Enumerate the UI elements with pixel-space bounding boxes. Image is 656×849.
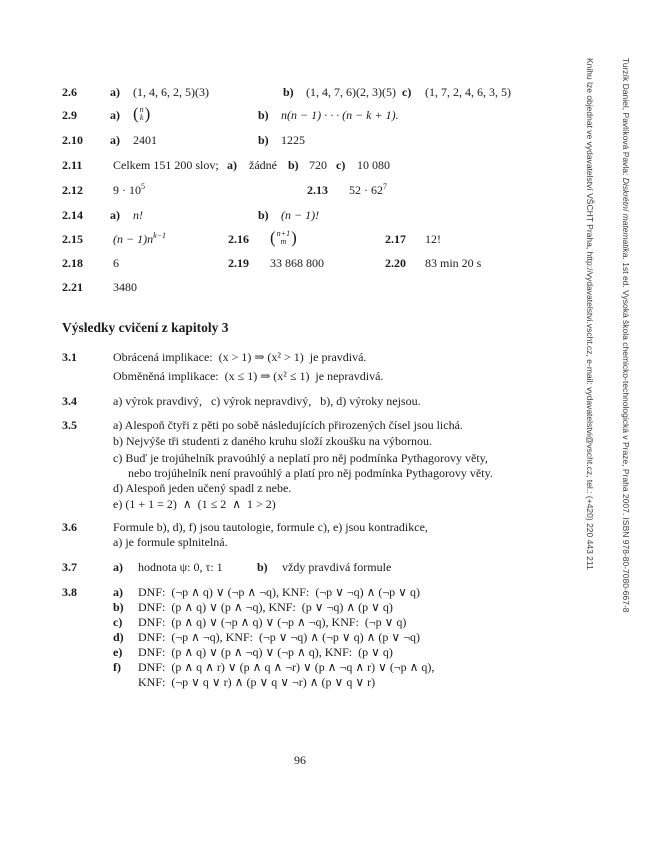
- part-label: b): [283, 85, 294, 99]
- exercise-number: 3.5: [62, 418, 77, 432]
- result-row-2-15-2-16-2-17: [0, 228, 600, 252]
- exercise-number: 3.4: [62, 394, 77, 408]
- exercise-number: 3.1: [62, 350, 77, 364]
- binomial-top: n: [139, 104, 144, 114]
- exercise-number: 2.6: [62, 85, 77, 99]
- exercise-number: 2.19: [228, 256, 249, 270]
- answer-text: a) Alespoň čtyři z pěti po sobě následujících přirozených čísel jsou lichá.: [113, 418, 463, 432]
- part-label: b): [113, 600, 124, 614]
- answer-text: d) Alespoň jeden učený spadl z nebe.: [113, 481, 292, 495]
- order-info-line: Knihu lze objednat ve vydavatelství VŠCHT Praha, http://vydavatelstvi.vscht.cz, e-mail: vydavatelstvi@vscht.cz, tel.: (+420) 220 443 211: [585, 58, 595, 570]
- answer-text: vždy pravdivá formule: [282, 560, 392, 574]
- binomial-bottom: m: [280, 236, 287, 246]
- exercise-number: 2.20: [385, 256, 406, 270]
- answer-value: (1, 4, 7, 6)(2, 3)(5): [306, 85, 396, 99]
- result-row-3-7: [0, 560, 600, 580]
- exercise-number: 2.9: [62, 108, 77, 122]
- result-row-2-6: [0, 85, 600, 105]
- binomial-bottom: k: [139, 112, 144, 122]
- answer-value: 720: [309, 158, 327, 172]
- answer-text: Obměněná implikace: (x ≤ 1) ⇒ (x² ≤ 1) je nepravdivá.: [113, 369, 384, 383]
- answer-text: nebo trojúhelník není pravoúhlý a platí pro něj podmínka Pythagorovy věty.: [128, 466, 493, 480]
- answer-value: 10 080: [357, 158, 390, 172]
- citation-title: Diskrétní matematika.: [621, 177, 631, 260]
- answer-value: 3480: [113, 280, 137, 294]
- binomial-top: n+1: [276, 228, 291, 238]
- exercise-number: 3.8: [62, 585, 77, 599]
- answer-value: 1225: [281, 133, 305, 147]
- exponent: k−1: [153, 231, 167, 240]
- exercise-number: 2.10: [62, 133, 83, 147]
- answer-text: c) Buď je trojúhelník pravoúhlý a neplatí pro něj podmínka Pythagorovy věty,: [113, 451, 488, 465]
- exercise-number: 2.12: [62, 183, 83, 197]
- exercise-number: 2.15: [62, 232, 83, 246]
- result-row-2-12-2-13: [0, 183, 600, 203]
- exercise-number: 2.14: [62, 208, 83, 222]
- exercise-number: 2.17: [385, 232, 406, 246]
- part-label: c): [336, 158, 346, 172]
- part-label: b): [258, 208, 269, 222]
- result-row-2-10: [0, 133, 600, 153]
- part-label: d): [113, 630, 124, 644]
- answer-value: n!: [133, 208, 143, 222]
- formula-text: DNF: (p ∧ q) ∨ (p ∧ ¬q) ∨ (¬p ∧ q), KNF: (p ∨ q): [138, 645, 393, 659]
- answer-value: 6: [113, 256, 119, 270]
- formula-text: KNF: (¬p ∨ q ∨ r) ∧ (p ∨ q ∨ ¬r) ∧ (p ∨ q ∨ r): [138, 675, 376, 689]
- result-row-2-18-2-19-2-20: [0, 256, 600, 276]
- exercise-number: 2.21: [62, 280, 83, 294]
- citation-publisher: 1st ed. Vysoká škola chemicko-technologická v Praze, Praha 2007. ISBN 978-80-7080-667-8: [621, 259, 631, 613]
- exercise-number: 2.13: [307, 183, 328, 197]
- exercise-number: 3.6: [62, 520, 77, 534]
- answer-value: žádné: [249, 158, 277, 172]
- answer-value: $52 \cdot 62^7$: [349, 182, 387, 197]
- result-row-3-8: [0, 585, 600, 695]
- part-label: a): [227, 158, 237, 172]
- result-row-3-5: [0, 418, 600, 518]
- answer-text: Formule b), d), f) jsou tautologie, formule c), e) jsou kontradikce,: [113, 520, 428, 534]
- exercise-number: 3.7: [62, 560, 77, 574]
- part-label: a): [113, 560, 123, 574]
- answer-value: 83 min 20 s: [425, 256, 482, 270]
- result-row-2-11: [0, 158, 600, 178]
- part-label: b): [257, 560, 268, 574]
- result-row-2-21: [0, 280, 600, 300]
- citation-line: [620, 58, 632, 638]
- result-row-2-9: [0, 104, 600, 128]
- part-label: a): [110, 85, 120, 99]
- formula-text: DNF: (p ∧ q) ∨ (p ∧ ¬q), KNF: (p ∨ ¬q) ∧ (p ∨ q): [138, 600, 393, 614]
- answer-text: hodnota ψ: 0, τ: 1: [138, 560, 223, 574]
- part-label: f): [113, 660, 121, 674]
- binomial-coefficient: ( n+1 m ): [270, 228, 297, 247]
- formula-text: DNF: (p ∧ q) ∨ (¬p ∧ q) ∨ (¬p ∧ ¬q), KNF: (¬p ∨ q): [138, 615, 407, 629]
- answer-text: Celkem 151 200 slov;: [113, 158, 219, 172]
- answer-value: (1, 4, 6, 2, 5)(3): [133, 85, 209, 99]
- part-label: b): [258, 108, 269, 122]
- answer-text: Obrácená implikace: (x > 1) ⇒ (x² > 1) je pravdivá.: [113, 350, 367, 364]
- part-label: e): [113, 645, 123, 659]
- page-number: 96: [294, 753, 306, 767]
- part-label: c): [113, 615, 123, 629]
- exponent: 7: [383, 182, 387, 191]
- binomial-coefficient: ( n k ): [133, 104, 151, 123]
- exercise-number: 2.11: [62, 158, 83, 172]
- result-row-2-14: [0, 208, 600, 228]
- answer-text: e) (1 + 1 = 2) ∧ (1 ≤ 2 ∧ 1 > 2): [113, 497, 276, 511]
- part-label: b): [258, 133, 269, 147]
- answer-text: a) výrok pravdivý, c) výrok nepravdivý, b), d) výroky nejsou.: [113, 394, 421, 408]
- citation-authors: Turzík Daniel, Pavlíková Pavla:: [621, 58, 631, 178]
- answer-value: $(n - 1)n^{k-1}$: [113, 231, 167, 246]
- formula-text: DNF: (¬p ∧ ¬q), KNF: (¬p ∨ ¬q) ∧ (¬p ∨ q) ∧ (p ∨ ¬q): [138, 630, 420, 644]
- section-heading: Výsledky cvičení z kapitoly 3: [62, 320, 229, 335]
- part-label: a): [110, 108, 120, 122]
- result-row-3-1: [0, 350, 600, 383]
- part-label: a): [110, 208, 120, 222]
- exercise-number: 2.16: [228, 232, 249, 246]
- answer-value: 12!: [425, 232, 441, 246]
- answer-value: (1, 7, 2, 4, 6, 3, 5): [425, 85, 511, 99]
- answer-value: 33 868 800: [270, 256, 324, 270]
- answer-text: b) Nejvýše tři studenti z daného kruhu složí zkoušku na výbornou.: [113, 434, 432, 448]
- result-row-3-6: [0, 520, 600, 554]
- answer-value: $9 \cdot 10^5$: [113, 182, 145, 197]
- answer-value: n(n − 1) · · · (n − k + 1).: [281, 108, 399, 122]
- exercise-number: 2.18: [62, 256, 83, 270]
- answer-value: (n − 1)!: [281, 208, 320, 222]
- part-label: a): [113, 585, 123, 599]
- part-label: b): [288, 158, 299, 172]
- formula-text: DNF: (¬p ∧ q) ∨ (¬p ∧ ¬q), KNF: (¬p ∨ ¬q) ∧ (¬p ∨ q): [138, 585, 420, 599]
- formula-text: DNF: (p ∧ q ∧ r) ∨ (p ∧ q ∧ ¬r) ∨ (p ∧ ¬q ∧ r) ∨ (¬p ∧ q),: [138, 660, 435, 674]
- part-label: a): [110, 133, 120, 147]
- answer-value: 2401: [133, 133, 157, 147]
- exponent: 5: [141, 182, 145, 191]
- answer-text: a) je formule splnitelná.: [113, 535, 228, 549]
- result-row-3-4: [0, 394, 600, 414]
- part-label: c): [402, 85, 412, 99]
